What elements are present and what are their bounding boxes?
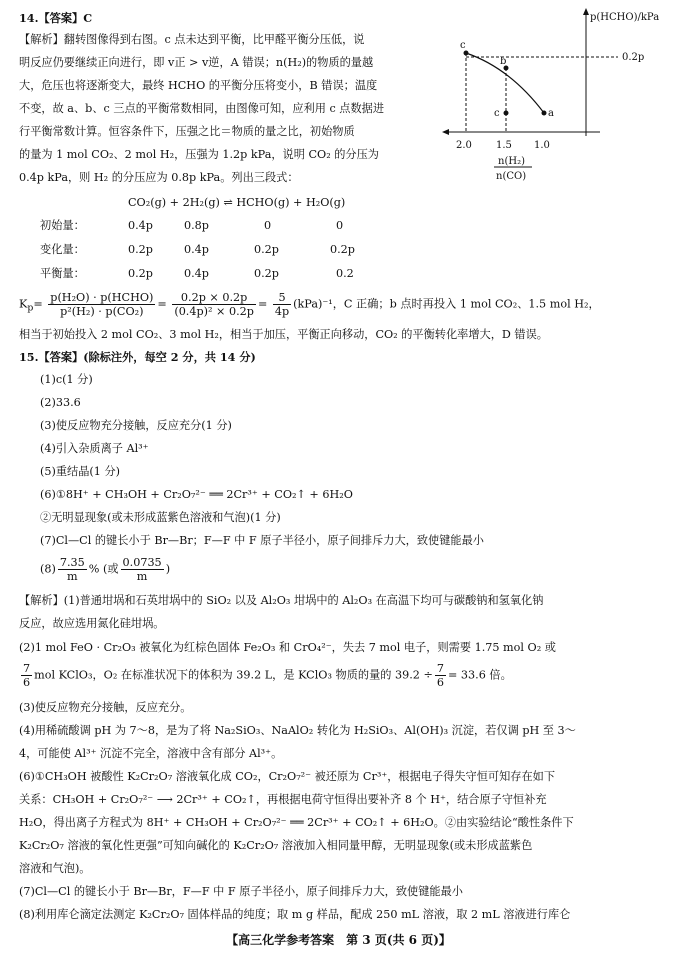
kp-fraction (172, 291, 256, 318)
q15-explain: 反应，故应选用氮化硅坩埚。 (19, 617, 165, 630)
kp-fraction-num: p(H₂O) · p(HCHO) (50, 291, 154, 304)
answer-8-fraction (58, 556, 87, 583)
fraction (21, 662, 32, 689)
graph-x-tick: 2.0 (456, 140, 472, 151)
fraction (435, 662, 446, 689)
kp-tail: (kPa)⁻¹，C 正确；b 点时再投入 1 mol CO₂、1.5 mol H₂， (293, 297, 600, 311)
q15-explain: (4)用稀硫酸调 pH 为 7～8，是为了将 Na₂SiO₃、NaAlO₂ 转化为 H₂SiO₃、Al(OH)₃ 沉淀，若仅调 pH 至 3～ (19, 724, 576, 737)
graph-point-label: c (460, 40, 466, 51)
kp-label: K (19, 297, 28, 311)
q15-answer: (7)Cl—Cl 的键长小于 Br—Br；F—F 中 F 原子半径小，原子间排斥力大，致使键能最小 (40, 534, 484, 547)
table-cell: 0 (264, 219, 272, 232)
three-stage-table (40, 218, 640, 298)
fraction-den: m (67, 570, 78, 583)
graph-point-label: c (494, 108, 500, 119)
table-row-label: 平衡量： (40, 267, 85, 280)
q15-explain: (7)Cl—Cl 的键长小于 Br—Br，F—F 中 F 原子半径小，原子间排斥力大，致使键能最小 (19, 885, 463, 898)
q15-answer-8 (40, 556, 655, 583)
table-cell: 0.4p (184, 243, 209, 256)
q15-explain: 溶液和气泡)。 (19, 862, 91, 875)
equilibrium-graph (440, 6, 662, 184)
fraction-num: 7.35 (59, 556, 85, 569)
kp-fraction-num: 5 (273, 291, 291, 305)
q15-explain: 关系：CH₃OH + Cr₂O₇²⁻ ⟶ 2Cr³⁺ + CO₂↑，再根据电荷守恒得出要补齐 8 个 H⁺，结合原子守恒补充 (19, 793, 547, 806)
fraction-den: m (136, 570, 148, 583)
kp-eq: = (33, 297, 43, 311)
q15-explain: (6)①CH₃OH 被酸性 K₂Cr₂O₇ 溶液氧化成 CO₂，Cr₂O₇²⁻ 被还原为 Cr³⁺，根据电子得失守恒可知存在如下 (19, 770, 556, 783)
q15-answer: (3)使反应物充分接触，反应充分(1 分) (40, 419, 232, 432)
q15-answer: (1)c(1 分) (40, 373, 93, 386)
graph-x-tick: 1.0 (534, 140, 550, 151)
q14-line: 的量为 1 mol CO₂、2 mol H₂，压强为 1.2p kPa，说明 CO₂ 的分压为 (19, 148, 379, 161)
kp-fraction (273, 291, 291, 318)
graph-ref-label: 0.2p (622, 52, 645, 63)
q15-explain: 4，可能使 Al³⁺ 沉淀不完全，溶液中含有部分 Al³⁺。 (19, 747, 283, 760)
q14-line: 0.4p kPa，则 H₂ 的分压应为 0.8p kPa。列出三段式： (19, 171, 299, 184)
graph-x-label-num: n(H₂) (498, 156, 525, 167)
q15-explain: (8)利用库仑滴定法测定 K₂Cr₂O₇ 固体样品的纯度；取 m g 样品，配成 250 mL 溶液，取 2 mL 溶液进行库仑 (19, 908, 571, 921)
q14-line: 行平衡常数计算。恒容条件下，压强之比＝物质的量之比，初始物质 (19, 125, 355, 138)
q15-explain: (2)1 mol FeO · Cr₂O₃ 被氧化为红棕色固体 Fe₂O₃ 和 CrO₄²⁻，失去 7 mol 电子，则需要 1.75 mol O₂ 或 (19, 641, 556, 654)
answer-8-mid: % (或 (88, 562, 119, 576)
table-row-label: 初始量： (40, 219, 85, 232)
q15-explain: H₂O，得出离子方程式为 8H⁺ + CH₃OH + Cr₂O₇²⁻ ══ 2Cr³⁺ + CO₂↑ + 6H₂O。②由实验结论“酸性条件下 (19, 816, 574, 829)
q14-equation: CO₂(g) + 2H₂(g) ⇌ HCHO(g) + H₂O(g) (128, 196, 346, 209)
table-cell: 0.2p (128, 243, 153, 256)
q15-explain: 【解析】(1)普通坩埚和石英坩埚中的 SiO₂ 以及 Al₂O₃ 坩埚中的 Al₂O₃ 在高温下均可与碳酸钠和氢氧化钠 (19, 594, 544, 607)
table-cell: 0.4p (184, 267, 209, 280)
graph-point (504, 111, 509, 116)
q15-explain-2b (19, 662, 655, 689)
answer-8-end: ) (165, 562, 171, 576)
q15-explain: K₂Cr₂O₇ 溶液的氧化性更强”可知向碱化的 K₂Cr₂O₇ 溶液加入相同量甲醇，无明显现象(或未形成蓝紫色 (19, 839, 533, 852)
kp-fraction-den: 4p (274, 305, 290, 318)
kp-fraction-num: 0.2p × 0.2p (172, 291, 256, 305)
q14-line: 【解析】翻转图像得到右图。c 点未达到平衡，比甲醛平衡分压低，说 (19, 33, 365, 46)
graph-x-tick: 1.5 (496, 140, 512, 151)
table-cell: 0.4p (128, 219, 153, 232)
explain-text: = 33.6 倍。 (447, 668, 512, 682)
graph-x-label-den: n(CO) (496, 171, 527, 182)
q14-header: 14.【答案】C (19, 11, 93, 25)
explain-text: mol KClO₃，O₂ 在标准状况下的体积为 39.2 L，是 KClO₃ 物质的量的 39.2 ÷ (34, 668, 433, 682)
table-cell: 0.8p (184, 219, 209, 232)
table-cell: 0.2 (336, 267, 354, 280)
q15-explain: (3)使反应物充分接触，反应充分。 (19, 701, 192, 714)
fraction-den: 6 (436, 676, 444, 689)
q15-answer: (4)引入杂质离子 Al³⁺ (40, 442, 149, 455)
graph-point-label: b (500, 56, 507, 67)
graph-y-label: p(HCHO)/kPa (590, 12, 660, 23)
graph-point-label: a (548, 108, 554, 119)
table-cell: 0 (336, 219, 344, 232)
fraction-num: 7 (23, 662, 31, 675)
page-footer: 【高三化学参考答案 第 3 页(共 6 页)】 (226, 933, 451, 947)
kp-eq: = (157, 297, 167, 311)
kp-fraction (48, 291, 155, 318)
kp-expression (19, 291, 655, 318)
table-cell: 0.2p (254, 267, 279, 280)
graph-point (464, 51, 469, 56)
q14-line: 大，危压也将逐渐变大，最终 HCHO 的平衡分压将变小，B 错误；温度 (19, 79, 378, 92)
q14-line: 明反应仍要继续正向进行，即 v正 > v逆，A 错误；n(H₂)的物质的量越 (19, 56, 374, 69)
fraction-den: 6 (23, 676, 31, 689)
q15-answer: (6)①8H⁺ + CH₃OH + Cr₂O₇²⁻ ══ 2Cr³⁺ + CO₂↑ + 6H₂O (40, 488, 353, 501)
q15-header: 15.【答案】(除标注外，每空 2 分，共 14 分) (19, 350, 256, 364)
fraction-num: 7 (436, 662, 444, 675)
q15-answer: (2)33.6 (40, 396, 81, 409)
table-cell: 0.2p (254, 243, 279, 256)
graph-point (542, 111, 547, 116)
q14-line: 相当于初始投入 2 mol CO₂、3 mol H₂，相当于加压，平衡正向移动，CO₂ 的平衡转化率增大，D 错误。 (19, 328, 548, 341)
q15-answer: ②无明显现象(或未形成蓝紫色溶液和气泡)(1 分) (40, 511, 281, 524)
q15-answer: (5)重结晶(1 分) (40, 465, 121, 478)
q14-line: 不变，故 a、b、c 三点的平衡常数相同，由图像可知，应利用 c 点数据进 (19, 102, 385, 115)
kp-sub: p (27, 302, 34, 314)
answer-8-prefix: (8) (40, 562, 56, 576)
answer-8-fraction (121, 556, 164, 583)
kp-eq: = (257, 297, 268, 311)
kp-fraction-den: (0.4p)² × 0.2p (174, 305, 254, 318)
kp-fraction-den: p²(H₂) · p(CO₂) (60, 305, 144, 318)
table-cell: 0.2p (330, 243, 355, 256)
fraction-num: 0.0735 (122, 556, 162, 569)
table-row-label: 变化量： (40, 243, 85, 256)
table-cell: 0.2p (128, 267, 153, 280)
